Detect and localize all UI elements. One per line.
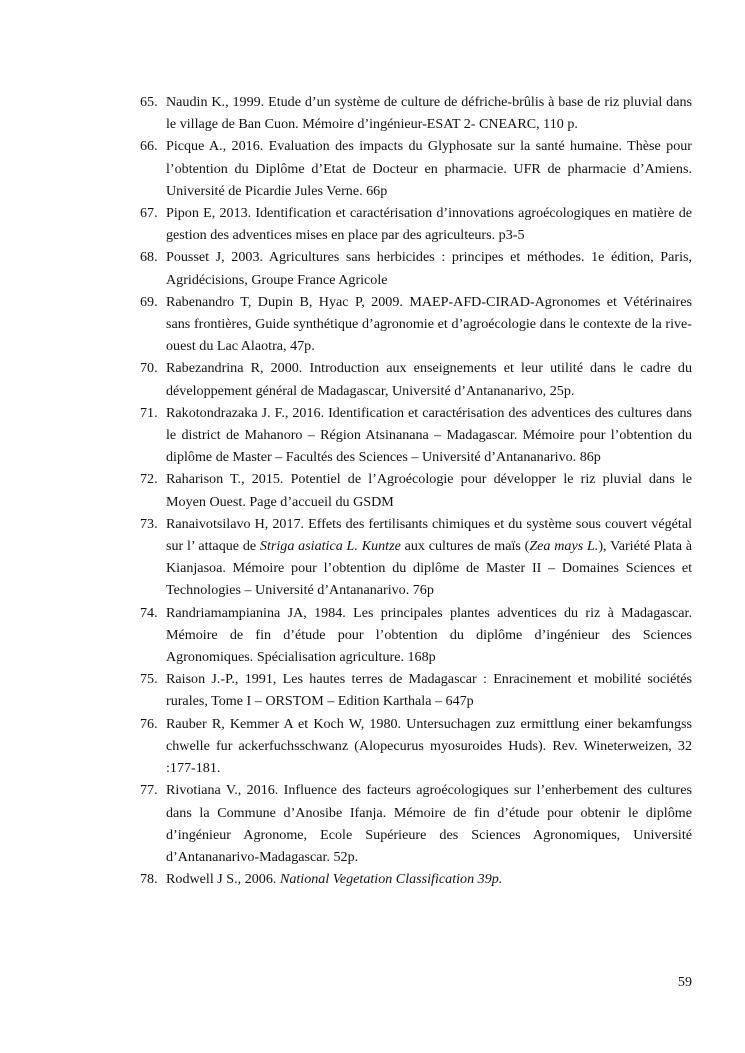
reference-number: 75. bbox=[140, 671, 158, 688]
reference-item bbox=[140, 246, 692, 290]
reference-number: 76. bbox=[140, 715, 158, 732]
reference-item bbox=[140, 202, 692, 246]
reference-text-segment: ), Variété Plata à Kianjasoa. Mémoire pour l’obtention du diplôme de Master II – Domaines Sciences et Technologies – Université d’Antananarivo. 76p bbox=[166, 538, 693, 599]
reference-item bbox=[140, 468, 692, 512]
reference-item bbox=[140, 868, 692, 890]
reference-text: Rabenandro T, Dupin B, Hyac P, 2009. MAEP-AFD-CIRAD-Agronomes et Vétérinaires sans frontières, Guide synthétique d’agronomie et d’agroécologie dans le contexte de la rive-ouest du Lac Alaotra, 47p. bbox=[166, 293, 692, 355]
reference-item bbox=[140, 291, 692, 358]
page-number: 59 bbox=[677, 974, 692, 990]
reference-item bbox=[140, 402, 692, 469]
reference-text-segment: Rodwell J S., 2006. bbox=[166, 871, 280, 888]
reference-text: Pousset J, 2003. Agricultures sans herbicides : principes et méthodes. 1e édition, Paris, Agridécisions, Groupe France Agricole bbox=[166, 249, 692, 288]
reference-number: 69. bbox=[140, 293, 158, 310]
reference-number: 70. bbox=[140, 360, 158, 377]
species-name: Striga asiatica L. Kuntze bbox=[259, 538, 401, 555]
reference-number: 66. bbox=[140, 138, 158, 155]
reference-text bbox=[166, 871, 502, 887]
reference-item bbox=[140, 513, 692, 602]
reference-text: Pipon E, 2013. Identification et caractérisation d’innovations agroécologiques en matière de gestion des adventices mises en place par des agriculteurs. p3-5 bbox=[166, 205, 692, 244]
reference-text: Rakotondrazaka J. F., 2016. Identification et caractérisation des adventices des cultures dans le district de Mahanoro – Région Atsinanana – Madagascar. Mémoire pour l’obtention du diplôme de Master – Facultés des Sciences – Université d’Antananarivo. 86p bbox=[166, 404, 692, 466]
reference-number: 78. bbox=[140, 871, 158, 888]
reference-text-segment: Ranaivotsilavo H, 2017. Effets des fertilisants chimiques et du système sous couvert végétal sur l’ attaque de bbox=[166, 515, 692, 555]
reference-text: Rivotiana V., 2016. Influence des facteurs agroécologiques sur l’enherbement des cultures dans la Commune d’Anosibe Ifanja. Mémoire de fin d’étude pour obtenir le diplôme d’ingénieur Agronome, Ecole Supérieure des Sciences Agronomiques, Université d’Antananarivo-Madagascar. 52p. bbox=[166, 782, 692, 865]
reference-list bbox=[140, 91, 692, 890]
reference-number: 74. bbox=[140, 604, 158, 621]
reference-number: 67. bbox=[140, 205, 158, 222]
reference-text: Raison J.-P., 1991, Les hautes terres de Madagascar : Enracinement et mobilité sociétés rurales, Tome I – ORSTOM – Edition Karthala – 647p bbox=[166, 671, 692, 710]
reference-text: Rauber R, Kemmer A et Koch W, 1980. Untersuchagen zuz ermittlung einer bekamfungss chwelle fur ackerfuchsschwanz (Alopecurus myosuroides Huds). Rev. Wineterweizen, 32 :177-181. bbox=[166, 715, 692, 777]
reference-text bbox=[166, 516, 692, 599]
reference-number: 73. bbox=[140, 515, 158, 532]
reference-text: Picque A., 2016. Evaluation des impacts du Glyphosate sur la santé humaine. Thèse pour l’obtention du Diplôme d’Etat de Docteur en pharmacie. UFR de pharmacie d’Amiens. Université de Picardie Jules Verne. 66p bbox=[166, 138, 692, 199]
reference-title: National Vegetation Classification 39p. bbox=[279, 871, 503, 888]
reference-item bbox=[140, 668, 692, 712]
reference-text: Naudin K., 1999. Etude d’un système de culture de défriche-brûlis à base de riz pluvial dans le village de Ban Cuon. Mémoire d’ingénieur-ESAT 2- CNEARC, 110 p. bbox=[166, 94, 692, 133]
reference-item bbox=[140, 357, 692, 401]
species-name: Zea mays L. bbox=[529, 538, 599, 555]
reference-number: 71. bbox=[140, 404, 158, 421]
reference-text-segment: aux cultures de maïs ( bbox=[400, 538, 530, 555]
reference-text: Rabezandrina R, 2000. Introduction aux enseignements et leur utilité dans le cadre du développement général de Madagascar, Université d’Antananarivo, 25p. bbox=[166, 360, 692, 399]
reference-number: 65. bbox=[140, 94, 158, 110]
reference-number: 72. bbox=[140, 471, 158, 488]
reference-item bbox=[140, 779, 692, 868]
reference-item bbox=[140, 713, 692, 780]
reference-item bbox=[140, 602, 692, 669]
reference-number: 68. bbox=[140, 249, 158, 266]
reference-item bbox=[140, 91, 692, 135]
reference-text: Randriamampianina JA, 1984. Les principales plantes adventices du riz à Madagascar. Mémoire de fin d’étude pour l’obtention du diplôme d’ingénieur des Sciences Agronomiques. Spécialisation agriculture. 168p bbox=[166, 604, 692, 666]
reference-number: 77. bbox=[140, 782, 158, 799]
reference-item bbox=[140, 135, 692, 202]
reference-text: Raharison T., 2015. Potentiel de l’Agroécologie pour développer le riz pluvial dans le Moyen Ouest. Page d’accueil du GSDM bbox=[166, 471, 692, 510]
